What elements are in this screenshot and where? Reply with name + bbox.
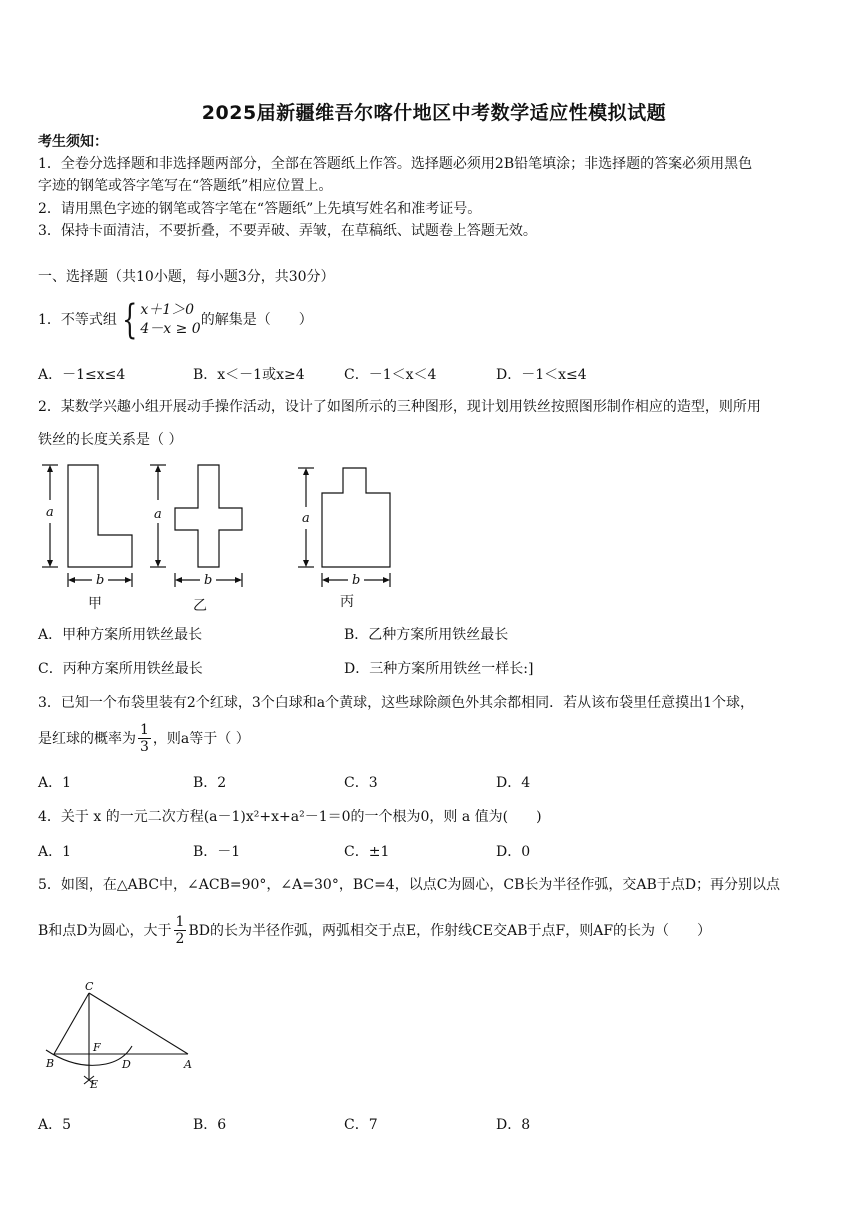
q3-line-1: 3．已知一个布袋里装有2个红球，3个白球和a个黄球，这些球除颜色外其余都相同．若从该布袋里任意摸出1个球， bbox=[38, 695, 754, 711]
q1-option-b[interactable]: B．x＜－1或x≥4 bbox=[193, 367, 305, 383]
inequality-1: x＋1＞0 bbox=[140, 302, 195, 318]
label-d: D bbox=[122, 1058, 131, 1071]
label-jia: 甲 bbox=[88, 596, 102, 612]
notice-item-1: 1．全卷分选择题和非选择题两部分，全部在答题纸上作答。选择题必须用2B铅笔填涂；非选择题的答案必须用黑色 bbox=[38, 156, 753, 172]
q5-option-a[interactable]: A．5 bbox=[38, 1117, 72, 1133]
figure-yi-shape bbox=[175, 465, 242, 567]
q4-text: 4．关于 x 的一元二次方程(a－1)x²+x+a²－1＝0的一个根为0，则 a 值为( ) bbox=[38, 809, 542, 825]
q1-suffix: 的解集是（ ） bbox=[200, 312, 313, 328]
q5-option-d[interactable]: D．8 bbox=[496, 1117, 531, 1133]
notice-heading: 考生须知： bbox=[38, 134, 108, 150]
label-b-bing: b bbox=[352, 573, 361, 588]
page-title: 2025届新疆维吾尔喀什地区中考数学适应性模拟试题 bbox=[201, 102, 667, 124]
q4-option-a[interactable]: A．1 bbox=[38, 844, 72, 860]
q5-line-2-pre: B和点D为圆心，大于 bbox=[38, 922, 172, 939]
notice-item-1-cont: 字迹的钢笔或答字笔写在“答题纸”相应位置上。 bbox=[38, 178, 333, 194]
q2-option-a[interactable]: A．甲种方案所用铁丝最长 bbox=[38, 627, 203, 643]
q3-option-b[interactable]: B．2 bbox=[193, 775, 227, 791]
label-bing: 丙 bbox=[340, 594, 354, 610]
q5-line-2 bbox=[38, 914, 711, 947]
q1-option-c[interactable]: C．－1＜x＜4 bbox=[344, 367, 437, 383]
label-b-yi: b bbox=[204, 573, 213, 588]
figure-jia-shape bbox=[68, 465, 132, 567]
q2-figures bbox=[30, 455, 410, 615]
inequality-2: 4－x ≥ 0 bbox=[140, 321, 201, 337]
notice-item-2: 2．请用黑色字迹的钢笔或答字笔在“答题纸”上先填写姓名和准考证号。 bbox=[38, 201, 482, 217]
question-1 bbox=[38, 297, 313, 343]
fraction-one-half bbox=[174, 914, 187, 947]
q3-option-d[interactable]: D．4 bbox=[496, 775, 531, 791]
section-heading: 一、选择题（共10小题，每小题3分，共30分） bbox=[38, 269, 335, 285]
q2-option-d[interactable]: D．三种方案所用铁丝一样长:] bbox=[344, 661, 534, 677]
q2-option-b[interactable]: B．乙种方案所用铁丝最长 bbox=[344, 627, 509, 643]
q3-option-a[interactable]: A．1 bbox=[38, 775, 72, 791]
label-a-bing: a bbox=[302, 511, 310, 526]
q5-option-b[interactable]: B．6 bbox=[193, 1117, 227, 1133]
segment-cb bbox=[54, 993, 89, 1054]
fraction-numerator: 1 bbox=[175, 914, 185, 930]
q4-option-d[interactable]: D．0 bbox=[496, 844, 531, 860]
q5-line-2-post: BD的长为半径作弧，两弧相交于点E，作射线CE交AB于点F，则AF的长为（ ） bbox=[188, 922, 712, 939]
fraction-denominator: 3 bbox=[140, 739, 149, 755]
label-a-jia: a bbox=[46, 505, 54, 520]
q4-option-c[interactable]: C．±1 bbox=[344, 844, 390, 860]
label-a-yi: a bbox=[154, 507, 162, 522]
q2-option-c[interactable]: C．丙种方案所用铁丝最长 bbox=[38, 661, 203, 677]
q3-line-2-post: ，则a等于（ ） bbox=[152, 730, 250, 747]
fraction-numerator: 1 bbox=[140, 722, 149, 738]
segment-ca bbox=[89, 993, 188, 1054]
q5-figure bbox=[36, 980, 206, 1092]
label-c: C bbox=[85, 980, 94, 993]
q5-option-c[interactable]: C．7 bbox=[344, 1117, 378, 1133]
q2-line-2: 铁丝的长度关系是（ ） bbox=[38, 432, 183, 448]
label-yi: 乙 bbox=[193, 598, 207, 614]
label-f: F bbox=[93, 1041, 101, 1054]
label-e: E bbox=[90, 1078, 99, 1091]
q1-option-a[interactable]: A．－1≤x≤4 bbox=[38, 367, 126, 383]
label-b: B bbox=[46, 1057, 55, 1070]
fraction-one-third bbox=[138, 722, 151, 755]
q1-prefix: 1．不等式组 bbox=[38, 312, 117, 328]
q3-line-2 bbox=[38, 722, 250, 755]
label-a: A bbox=[184, 1058, 192, 1071]
q4-option-b[interactable]: B．－1 bbox=[193, 844, 241, 860]
q3-option-c[interactable]: C．3 bbox=[344, 775, 378, 791]
figure-bing-shape bbox=[322, 468, 390, 567]
q3-line-2-pre: 是红球的概率为 bbox=[38, 730, 136, 747]
inequality-system: { x＋1＞0 4－x ≥ 0 bbox=[122, 297, 201, 343]
q1-option-d[interactable]: D．－1＜x≤4 bbox=[496, 367, 587, 383]
fraction-denominator: 2 bbox=[175, 931, 185, 947]
notice-item-3: 3．保持卡面清洁，不要折叠，不要弄破、弄皱，在草稿纸、试题卷上答题无效。 bbox=[38, 223, 537, 239]
q2-line-1: 2．某数学兴趣小组开展动手操作活动，设计了如图所示的三种图形，现计划用铁丝按照图形制作相应的造型，则所用 bbox=[38, 399, 761, 415]
label-b-jia: b bbox=[96, 573, 105, 588]
q5-line-1: 5．如图，在△ABC中，∠ACB=90°，∠A=30°，BC=4，以点C为圆心，CB长为半径作弧，交AB于点D；再分别以点 bbox=[38, 877, 781, 893]
